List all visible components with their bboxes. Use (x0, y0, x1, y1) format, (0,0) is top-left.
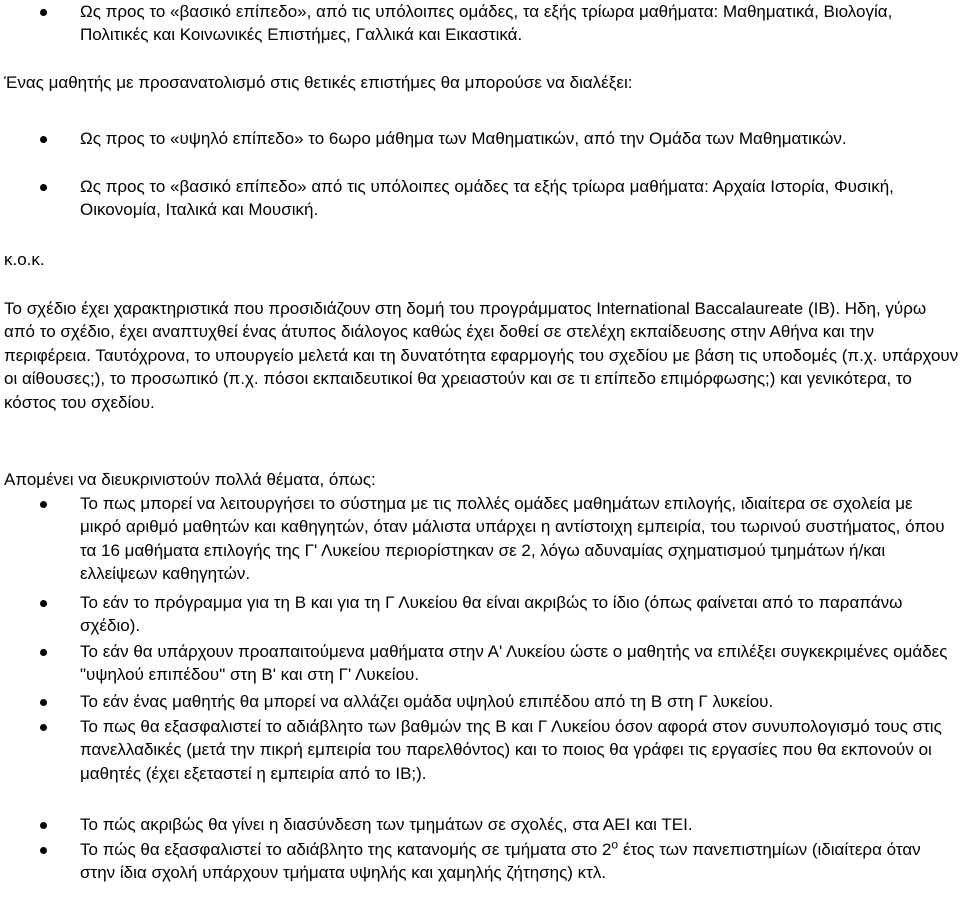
example-item-text: Ως προς το «υψηλό επίπεδο» το 6ωρο μάθημα των Μαθηματικών, από την Ομάδα των Μαθηματικών. (80, 129, 847, 148)
issue-text-before: Το πώς θα εξασφαλιστεί το αδιάβλητο της κατανομής σε τμήματα στο 2 (80, 840, 612, 859)
list-item (80, 813, 950, 836)
etc-text: κ.ο.κ. (4, 250, 45, 269)
list-item (80, 690, 950, 713)
top-item-text: Ως προς το «βασικό επίπεδο», από τις υπόλοιπες ομάδες, τα εξής τρίωρα μαθήματα: Μαθηματικά, Βιολογία, Πολιτικές και Κοινωνικές Επιστήμες, Γαλλικά και Εικαστικά. (80, 2, 893, 45)
issue-text: Το πως θα εξασφαλιστεί το αδιάβλητο των βαθμών της Β και Γ Λυκείου όσον αφορά στον συνυπολογισμό τους στις πανελλαδικές (μετά την πικρή εμπειρία του παρελθόντος) και το ποιος θα γράφει τις εργασίες που θα εκπονούν οι μαθητές (έχει εξεταστεί η εμπειρία από το IB;). (80, 717, 942, 783)
body-paragraph: Το σχέδιο έχει χαρακτηριστικά που προσιδιάζουν στη δομή του προγράμματος International Baccalaureate (IB). Ηδη, γύρω από το σχέδιο, έχει αναπτυχθεί ένας άτυπος διάλογος καθώς έχει δοθεί σε στελέχη εκπαίδευσης στην Αθήνα και την περιφέρεια. Ταυτόχρονα, το υπουργείο μελετά και τη δυνατότητα εφαρμογής του σχεδίου με βάση τις υποδομές (π.χ. υπάρχουν οι αίθουσες;), το προσωπικό (π.χ. πόσοι εκπαιδευτικοί θα χρειαστούν και σε τι επίπεδο επιμόρφωσης;) και γενικότερα, το κόστος του σχεδίου. (4, 299, 959, 412)
example-item-text: Ως προς το «βασικό επίπεδο» από τις υπόλοιπες ομάδες τα εξής τρίωρα μαθήματα: Αρχαία Ιστορία, Φυσική, Οικονομία, Ιταλικά και Μουσική. (80, 177, 894, 220)
list-item (80, 838, 950, 885)
issues-intro: Απομένει να διευκρινιστούν πολλά θέματα, όπως: (4, 470, 376, 489)
issue-text: Το εάν ένας μαθητής θα μπορεί να αλλάζει ομάδα υψηλού επιπέδου από τη Β στη Γ λυκείου. (80, 692, 774, 711)
list-item (80, 175, 948, 222)
bullet-icon (40, 136, 47, 143)
bullet-icon (40, 9, 47, 16)
issue-text: Το εάν το πρόγραμμα για τη Β και για τη Γ Λυκείου θα είναι ακριβώς το ίδιο (όπως φαίνεται από το παραπάνω σχέδιο). (80, 593, 903, 636)
superscript: ο (611, 837, 619, 852)
bullet-icon (40, 600, 47, 607)
bullet-icon (40, 501, 47, 508)
bullet-icon (40, 822, 47, 829)
bullet-icon (40, 847, 47, 854)
issue-text: Το εάν θα υπάρχουν προαπαιτούμενα μαθήματα στην Α' Λυκείου ώστε ο μαθητής να επιλέξει συγκεκριμένες ομάδες "υψηλού επιπέδου" στη Β' και στη Γ' Λυκείου. (80, 642, 948, 685)
bullet-icon (40, 724, 47, 731)
list-item (80, 715, 950, 785)
list-item (80, 591, 950, 638)
issue-text-after: έτος των πανεπιστημίων (ιδιαίτερα όταν στην ίδια σχολή υπάρχουν τμήματα υψηλής και χαμηλής ζήτησης) κτλ. (80, 840, 921, 883)
bullet-icon (40, 184, 47, 191)
list-item (80, 492, 950, 586)
bullet-icon (40, 649, 47, 656)
list-item (80, 127, 948, 150)
issue-text: Το πως μπορεί να λειτουργήσει το σύστημα με τις πολλές ομάδες μαθημάτων επιλογής, ιδιαίτερα σε σχολεία με μικρό αριθμό μαθητών και καθηγητών, όταν μάλιστα υπάρχει η αντίστοιχη εμπειρία, του τωρινού συστήματος, όπου τα 16 μαθήματα επιλογής της Γ' Λυκείου περιορίστηκαν σε 2, λόγω αδυναμίας σχηματισμού τμημάτων ή/και ελλείψεων καθηγητών. (80, 494, 945, 584)
issue-text: Το πώς ακριβώς θα γίνει η διασύνδεση των τμημάτων σε σχολές, στα ΑΕΙ και ΤΕΙ. (80, 815, 693, 834)
intro-paragraph: Ένας μαθητής με προσανατολισμό στις θετικές επιστήμες θα μπορούσε να διαλέξει: (4, 73, 633, 92)
list-item (80, 0, 948, 47)
bullet-icon (40, 699, 47, 706)
list-item (80, 640, 950, 687)
